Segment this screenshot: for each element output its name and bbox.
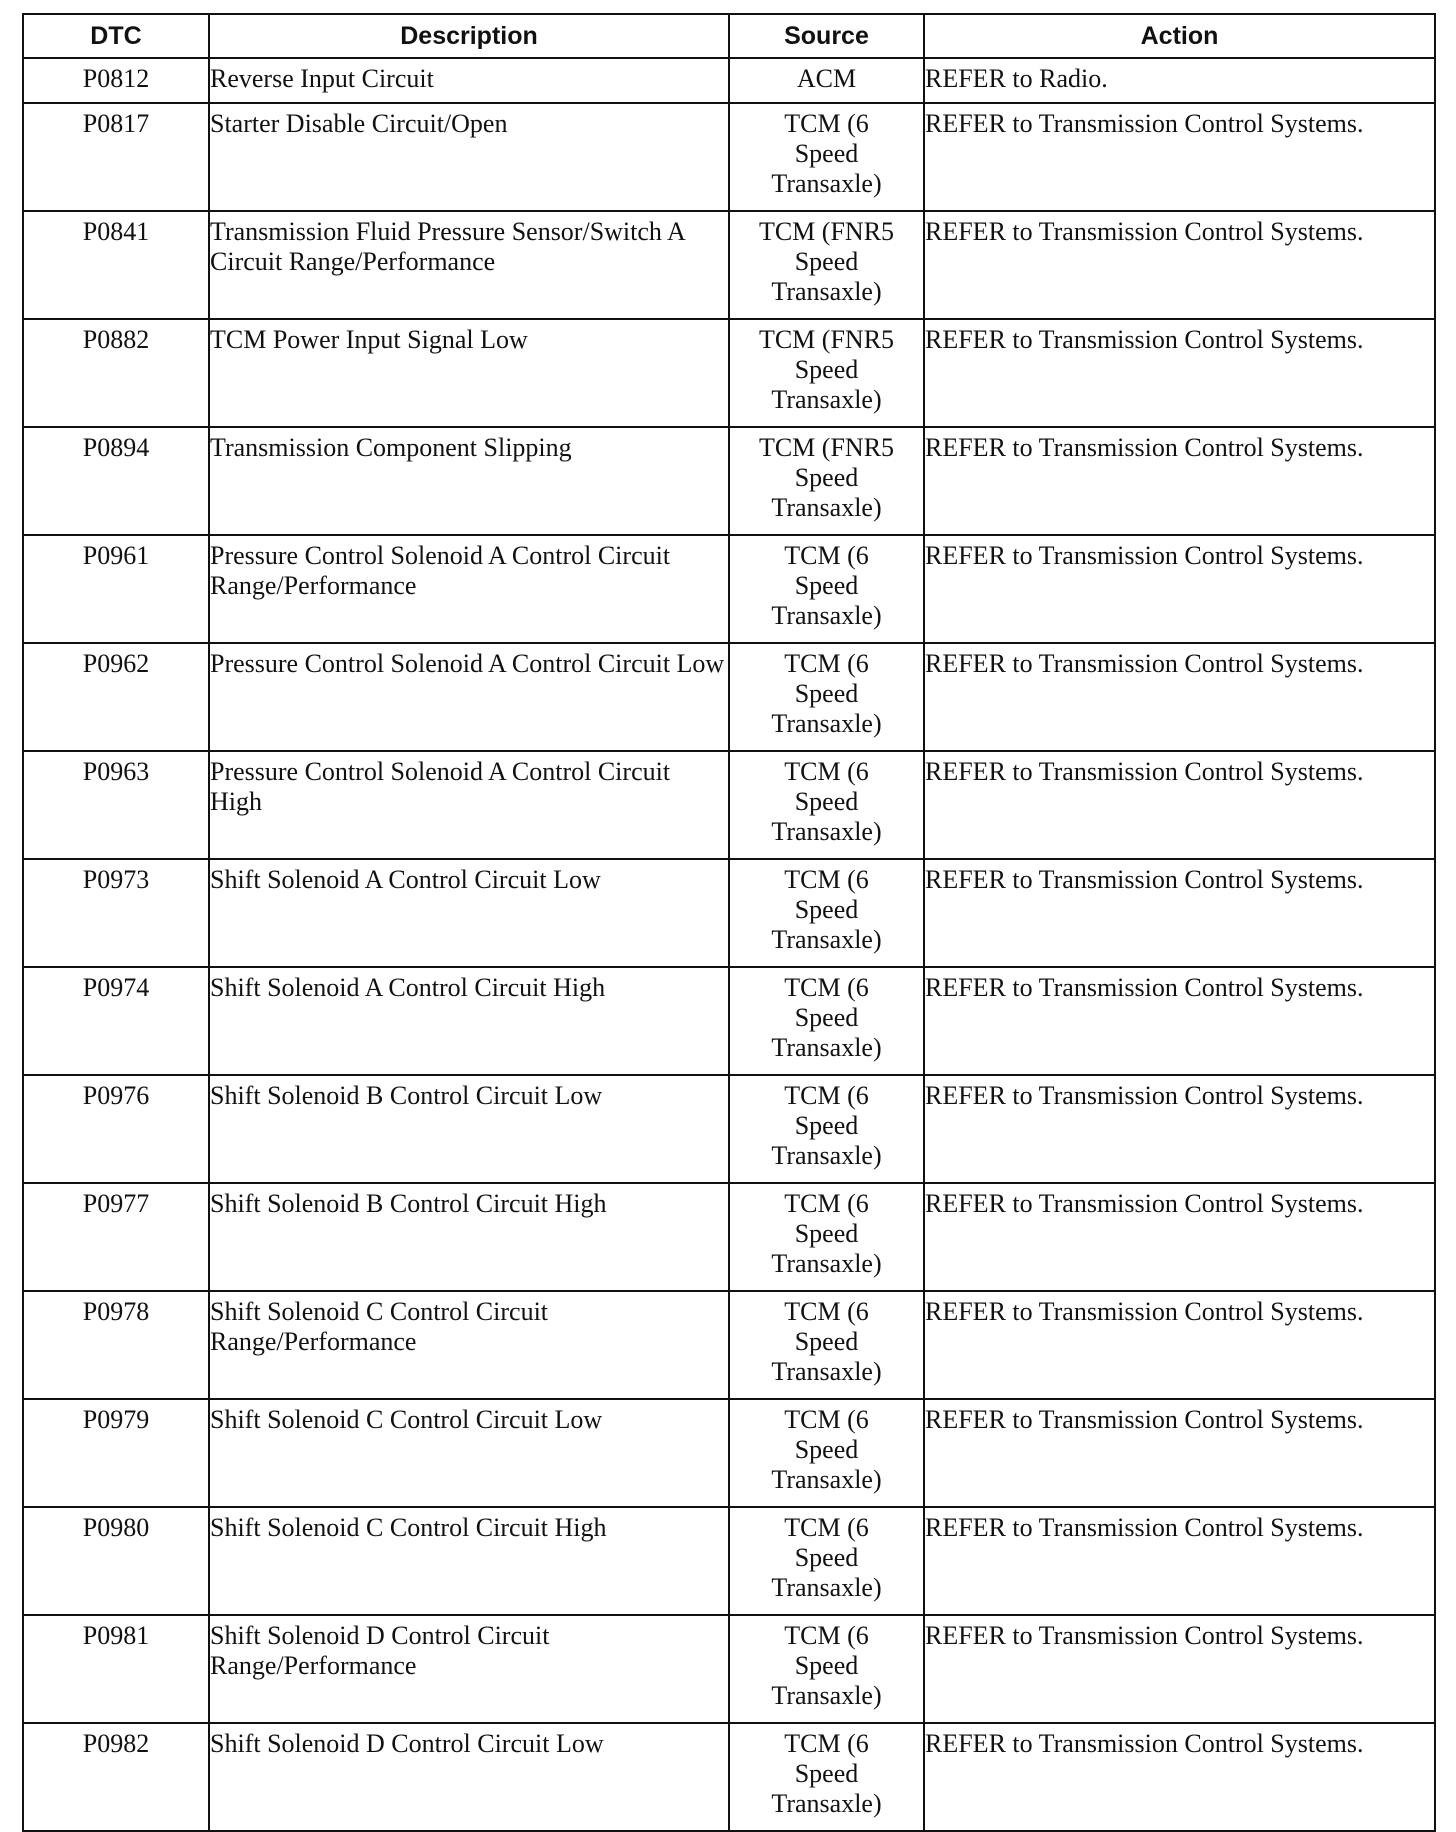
cell-dtc: P0982 [23,1723,209,1831]
cell-description: TCM Power Input Signal Low [209,319,729,427]
cell-action: REFER to Transmission Control Systems. [924,1723,1435,1831]
source-text: TCM (6 Speed Transaxle) [771,1189,882,1278]
cell-source [729,643,924,751]
cell-dtc: P0973 [23,859,209,967]
cell-action: REFER to Transmission Control Systems. [924,1291,1435,1399]
cell-action: REFER to Transmission Control Systems. [924,643,1435,751]
source-text: TCM (6 Speed Transaxle) [771,1297,882,1386]
source-text: TCM (6 Speed Transaxle) [771,1513,882,1602]
cell-dtc: P0976 [23,1075,209,1183]
source-text: TCM (6 Speed Transaxle) [771,109,882,198]
table-row [23,103,1435,211]
table-header-row [23,14,1435,58]
cell-action: REFER to Transmission Control Systems. [924,1507,1435,1615]
source-text: TCM (FNR5 Speed Transaxle) [758,433,895,522]
dtc-table [22,13,1436,1832]
cell-description: Shift Solenoid B Control Circuit Low [209,1075,729,1183]
source-text: TCM (6 Speed Transaxle) [771,541,882,630]
table-row [23,1399,1435,1507]
cell-dtc: P0978 [23,1291,209,1399]
cell-description: Shift Solenoid C Control Circuit Low [209,1399,729,1507]
header-description: Description [209,14,729,58]
table-row [23,1183,1435,1291]
cell-description: Shift Solenoid D Control Circuit Range/Performance [209,1615,729,1723]
cell-description: Pressure Control Solenoid A Control Circuit Low [209,643,729,751]
cell-dtc: P0882 [23,319,209,427]
cell-dtc: P0977 [23,1183,209,1291]
cell-source [729,1183,924,1291]
cell-source [729,1291,924,1399]
source-text: TCM (6 Speed Transaxle) [771,649,882,738]
cell-dtc: P0981 [23,1615,209,1723]
cell-action: REFER to Transmission Control Systems. [924,535,1435,643]
cell-description: Starter Disable Circuit/Open [209,103,729,211]
table-row [23,1075,1435,1183]
cell-description: Transmission Component Slipping [209,427,729,535]
cell-description: Pressure Control Solenoid A Control Circuit Range/Performance [209,535,729,643]
table-row [23,1291,1435,1399]
cell-source [729,535,924,643]
cell-description: Shift Solenoid D Control Circuit Low [209,1723,729,1831]
header-dtc: DTC [23,14,209,58]
cell-action: REFER to Transmission Control Systems. [924,859,1435,967]
cell-description: Shift Solenoid A Control Circuit Low [209,859,729,967]
table-row [23,211,1435,319]
cell-description: Shift Solenoid A Control Circuit High [209,967,729,1075]
source-text: TCM (6 Speed Transaxle) [771,757,882,846]
source-text: TCM (6 Speed Transaxle) [771,1081,882,1170]
cell-source [729,967,924,1075]
cell-action: REFER to Transmission Control Systems. [924,1615,1435,1723]
cell-source [729,1723,924,1831]
cell-dtc: P0963 [23,751,209,859]
cell-description: Shift Solenoid B Control Circuit High [209,1183,729,1291]
table-row [23,535,1435,643]
header-action: Action [924,14,1435,58]
cell-dtc: P0962 [23,643,209,751]
cell-description: Reverse Input Circuit [209,58,729,103]
cell-dtc: P0817 [23,103,209,211]
source-text: TCM (6 Speed Transaxle) [771,1729,882,1818]
table-row [23,58,1435,103]
source-text: TCM (6 Speed Transaxle) [771,865,882,954]
cell-source [729,58,924,103]
cell-description: Pressure Control Solenoid A Control Circuit High [209,751,729,859]
cell-source [729,1507,924,1615]
cell-dtc: P0980 [23,1507,209,1615]
cell-description: Shift Solenoid C Control Circuit High [209,1507,729,1615]
table-row [23,319,1435,427]
cell-action: REFER to Transmission Control Systems. [924,427,1435,535]
table-row [23,967,1435,1075]
cell-action: REFER to Transmission Control Systems. [924,751,1435,859]
table-row [23,859,1435,967]
source-text: ACM [796,64,857,93]
cell-dtc: P0812 [23,58,209,103]
cell-description: Shift Solenoid C Control Circuit Range/Performance [209,1291,729,1399]
cell-source [729,1075,924,1183]
cell-source [729,319,924,427]
cell-action: REFER to Transmission Control Systems. [924,103,1435,211]
source-text: TCM (6 Speed Transaxle) [771,973,882,1062]
header-source: Source [729,14,924,58]
source-text: TCM (FNR5 Speed Transaxle) [758,325,895,414]
table-row [23,1507,1435,1615]
cell-source [729,751,924,859]
table-row [23,643,1435,751]
cell-dtc: P0894 [23,427,209,535]
cell-action: REFER to Radio. [924,58,1435,103]
cell-source [729,103,924,211]
cell-action: REFER to Transmission Control Systems. [924,1183,1435,1291]
cell-source [729,859,924,967]
cell-action: REFER to Transmission Control Systems. [924,319,1435,427]
cell-description: Transmission Fluid Pressure Sensor/Switch A Circuit Range/Performance [209,211,729,319]
cell-dtc: P0974 [23,967,209,1075]
cell-action: REFER to Transmission Control Systems. [924,1075,1435,1183]
table-row [23,427,1435,535]
table-row [23,751,1435,859]
source-text: TCM (6 Speed Transaxle) [771,1405,882,1494]
table-row [23,1723,1435,1831]
cell-action: REFER to Transmission Control Systems. [924,211,1435,319]
cell-dtc: P0841 [23,211,209,319]
source-text: TCM (FNR5 Speed Transaxle) [758,217,895,306]
dtc-table-container [22,13,1434,1832]
cell-action: REFER to Transmission Control Systems. [924,967,1435,1075]
cell-source [729,211,924,319]
table-row [23,1615,1435,1723]
table-body [23,58,1435,1831]
cell-dtc: P0961 [23,535,209,643]
cell-source [729,1615,924,1723]
cell-dtc: P0979 [23,1399,209,1507]
cell-source [729,427,924,535]
cell-source [729,1399,924,1507]
cell-action: REFER to Transmission Control Systems. [924,1399,1435,1507]
source-text: TCM (6 Speed Transaxle) [771,1621,882,1710]
